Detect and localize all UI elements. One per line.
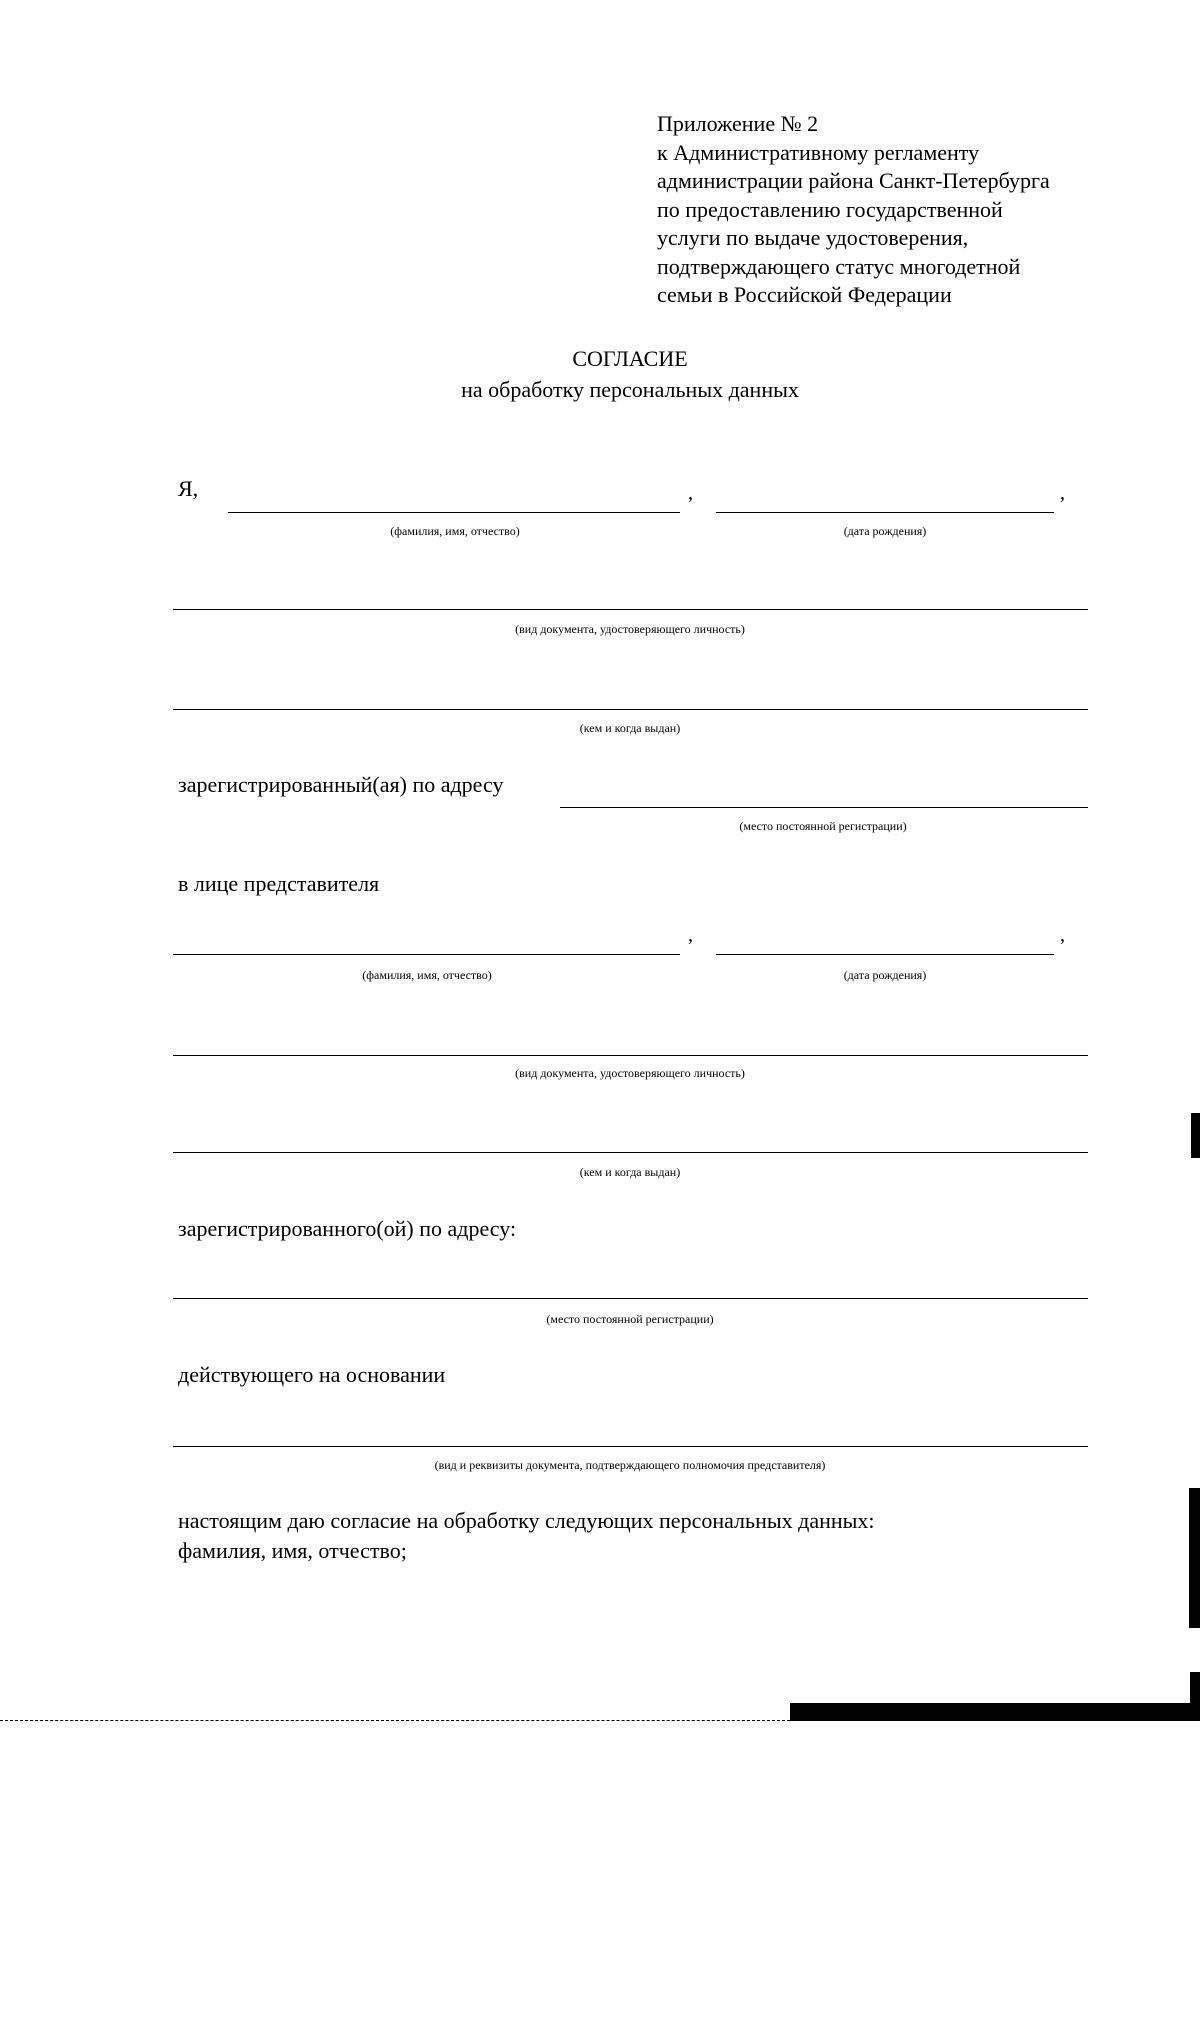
consent-item: фамилия, имя, отчество;: [178, 1538, 407, 1563]
document-title: СОГЛАСИЕ: [572, 346, 688, 371]
registration-address-field[interactable]: [560, 807, 1088, 808]
rep-id-document-field[interactable]: [173, 1055, 1088, 1056]
appendix-line: к Административному регламенту: [657, 139, 980, 165]
caption-rep-registration: (место постоянной регистрации): [546, 1312, 714, 1326]
appendix-line: подтверждающего статус многодетной: [657, 253, 1021, 279]
authority-document-field[interactable]: [173, 1446, 1088, 1447]
label-acting: действующего на основании: [178, 1362, 446, 1387]
caption-authority: (вид и реквизиты документа, подтверждающего полномочия представителя): [434, 1458, 826, 1472]
comma: ,: [688, 482, 693, 504]
rep-registration-address-field[interactable]: [173, 1298, 1088, 1299]
caption-rep-fio: (фамилия, имя, отчество): [362, 968, 492, 982]
appendix-line: услуги по выдаче удостоверения,: [657, 225, 969, 250]
page-cut-line: [0, 1720, 790, 1721]
caption-id-document: (вид документа, удостоверяющего личность): [515, 622, 745, 636]
appendix-line: Приложение № 2: [657, 111, 819, 136]
comma: ,: [688, 924, 693, 946]
appendix-line: по предоставлению государственной: [657, 196, 1003, 222]
rep-birth-date-field[interactable]: [716, 954, 1054, 955]
caption-rep-issued-by: (кем и когда выдан): [579, 1165, 681, 1179]
appendix-header: [657, 110, 1137, 310]
fio-field[interactable]: [228, 512, 680, 513]
consent-text: настоящим даю согласие на обработку следующих персональных данных:: [178, 1508, 875, 1533]
caption-rep-birth-date: (дата рождения): [843, 968, 927, 982]
scan-artifact: [790, 1703, 1200, 1721]
comma: ,: [1060, 924, 1065, 946]
comma: ,: [1060, 482, 1065, 504]
rep-fio-field[interactable]: [173, 954, 680, 955]
id-document-field[interactable]: [173, 609, 1088, 610]
rep-issued-by-field[interactable]: [173, 1152, 1088, 1153]
issued-by-field[interactable]: [173, 709, 1088, 710]
caption-fio: (фамилия, имя, отчество): [390, 524, 520, 538]
appendix-line: администрации района Санкт-Петербурга: [657, 168, 1050, 193]
caption-rep-id-document: (вид документа, удостоверяющего личность): [515, 1066, 745, 1080]
caption-issued-by: (кем и когда выдан): [579, 721, 681, 735]
label-registered: зарегистрированный(ая) по адресу: [178, 772, 504, 797]
caption-birth-date: (дата рождения): [843, 524, 927, 538]
label-rep-registered: зарегистрированного(ой) по адресу:: [178, 1216, 517, 1241]
document-subtitle: на обработку персональных данных: [461, 377, 799, 402]
label-representative: в лице представителя: [178, 871, 380, 896]
caption-registration: (место постоянной регистрации): [739, 819, 907, 833]
scan-artifact: [1189, 1488, 1200, 1628]
birth-date-field[interactable]: [716, 512, 1054, 513]
appendix-line: семьи в Российской Федерации: [657, 282, 952, 307]
label-ya: Я,: [178, 476, 199, 501]
scan-artifact: [1191, 1113, 1200, 1158]
